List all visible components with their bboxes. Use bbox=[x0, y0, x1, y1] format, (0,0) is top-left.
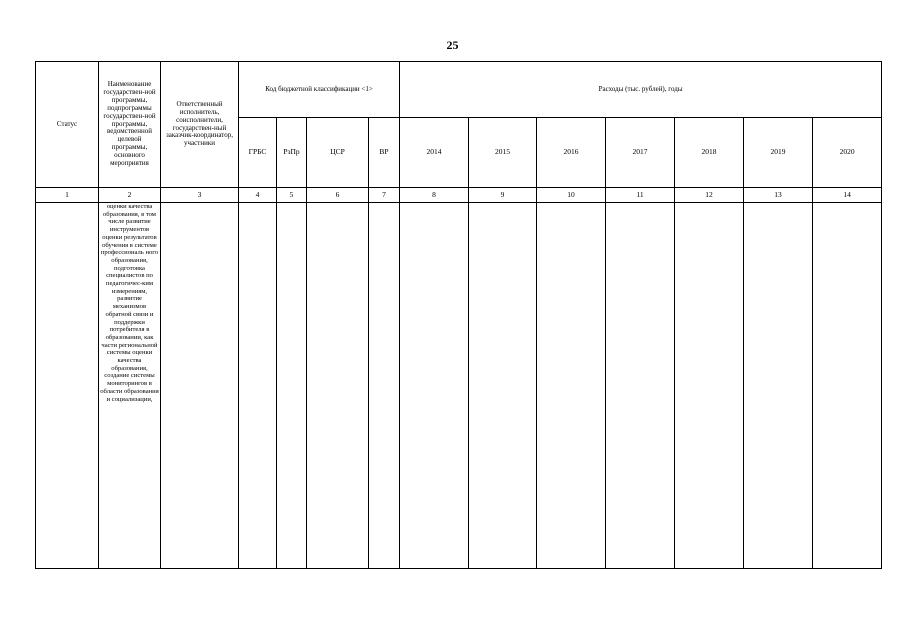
header-program-name: Наименование государствен-ной программы, подпрограммы государствен-ной программы, ведомственной целевой программы, основного мероприятия bbox=[99, 62, 161, 188]
column-number: 9 bbox=[469, 188, 537, 203]
header-rzpr: РзПр bbox=[277, 118, 307, 188]
header-grbs: ГРБС bbox=[239, 118, 277, 188]
column-number: 8 bbox=[400, 188, 469, 203]
column-number: 3 bbox=[161, 188, 239, 203]
row-status bbox=[36, 203, 99, 569]
column-number: 5 bbox=[277, 188, 307, 203]
table-row bbox=[36, 203, 882, 569]
column-number-row bbox=[36, 188, 882, 203]
row-value-2014 bbox=[400, 203, 469, 569]
header-year: 2020 bbox=[813, 118, 882, 188]
row-value-2020 bbox=[813, 203, 882, 569]
row-responsible bbox=[161, 203, 239, 569]
header-vr: ВР bbox=[369, 118, 400, 188]
row-value-2018 bbox=[675, 203, 744, 569]
header-year: 2016 bbox=[537, 118, 606, 188]
row-grbs bbox=[239, 203, 277, 569]
row-value-2017 bbox=[606, 203, 675, 569]
header-year: 2018 bbox=[675, 118, 744, 188]
column-number: 6 bbox=[307, 188, 369, 203]
header-csr: ЦСР bbox=[307, 118, 369, 188]
page-number: 25 bbox=[446, 38, 459, 52]
row-value-2019 bbox=[744, 203, 813, 569]
column-number: 10 bbox=[537, 188, 606, 203]
budget-table bbox=[35, 61, 882, 569]
column-number: 11 bbox=[606, 188, 675, 203]
row-value-2016 bbox=[537, 203, 606, 569]
header-responsible: Ответственный исполнитель, соисполнители, государствен-ный заказчик-координатор, участники bbox=[161, 62, 239, 188]
row-rzpr bbox=[277, 203, 307, 569]
column-number: 7 bbox=[369, 188, 400, 203]
column-number: 13 bbox=[744, 188, 813, 203]
row-vr bbox=[369, 203, 400, 569]
row-value-2015 bbox=[469, 203, 537, 569]
header-year: 2017 bbox=[606, 118, 675, 188]
column-number: 1 bbox=[36, 188, 99, 203]
header-year: 2014 bbox=[400, 118, 469, 188]
header-status: Статус bbox=[36, 62, 99, 188]
row-csr bbox=[307, 203, 369, 569]
column-number: 14 bbox=[813, 188, 882, 203]
header-expenses: Расходы (тыс. рублей), годы bbox=[400, 62, 882, 118]
column-number: 2 bbox=[99, 188, 161, 203]
column-number: 12 bbox=[675, 188, 744, 203]
header-year: 2015 bbox=[469, 118, 537, 188]
header-year: 2019 bbox=[744, 118, 813, 188]
column-number: 4 bbox=[239, 188, 277, 203]
header-budget-code: Код бюджетной классификации <1> bbox=[239, 62, 400, 118]
row-description: оценки качества образования, в том числе развитие инструментов оценки результатов обучения в системе профессиональ ного образования, подготовка специалистов по педагогичес-ким измерениям, развитие механизмов обратной связи и поддержки потребителя в образовании, как части региональной системы оценки качества образования, создание системы мониторингов в области образования и социализации, bbox=[99, 203, 161, 569]
